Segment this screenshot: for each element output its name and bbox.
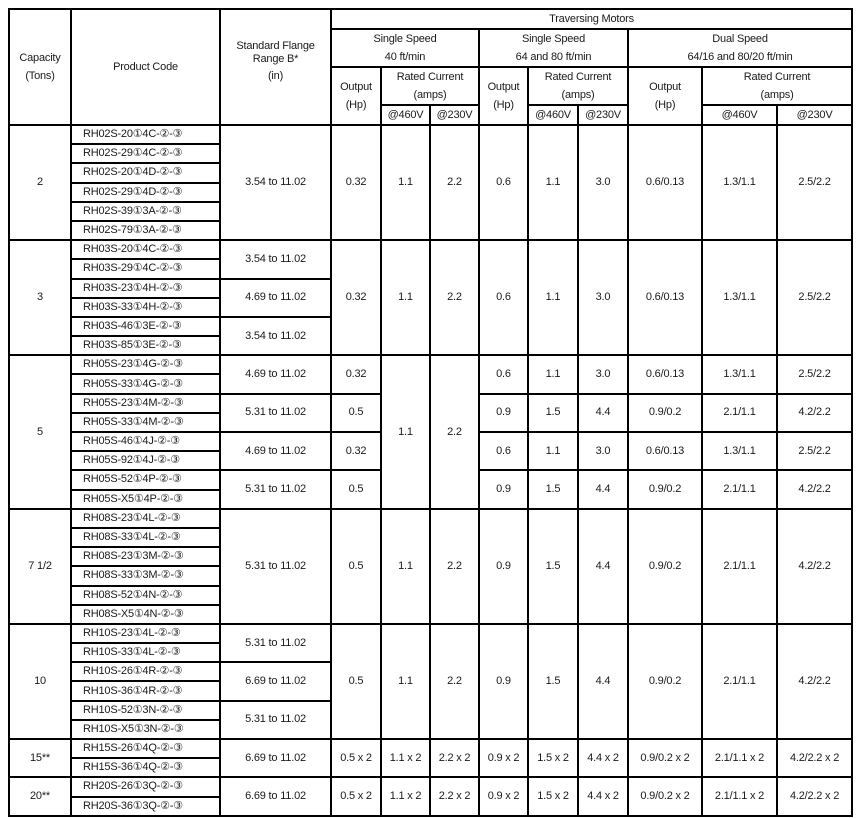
product-code: RH10S-36①4R-②-③ xyxy=(71,681,220,700)
ss64-230v: 4.4 xyxy=(578,509,628,624)
flange-range: 6.69 to 11.02 xyxy=(220,739,331,777)
ss64-output: 0.6 xyxy=(479,355,528,393)
capacity-cell: 15** xyxy=(9,739,71,777)
ss64-230v: 4.4 xyxy=(578,624,628,739)
ss40-230v: 2.2 xyxy=(430,624,479,739)
header-capacity: Capacity (Tons) xyxy=(9,9,71,125)
ss64-output: 0.9 xyxy=(479,624,528,739)
ds-230v: 2.5/2.2 xyxy=(777,125,852,240)
product-code: RH20S-26①3Q-②-③ xyxy=(71,777,220,796)
ss40-output: 0.5 xyxy=(331,624,381,739)
ds-230v: 4.2/2.2 xyxy=(777,394,852,432)
ss40-230v: 2.2 xyxy=(430,509,479,624)
product-code: RH10S-52①3N-②-③ xyxy=(71,701,220,720)
product-code: RH10S-33①4L-②-③ xyxy=(71,643,220,662)
product-code: RH02S-20①4C-②-③ xyxy=(71,125,220,144)
header-230v: @230V xyxy=(578,105,628,125)
ds-output: 0.6/0.13 xyxy=(628,125,702,240)
ss64-230v: 4.4 xyxy=(578,394,628,432)
ss40-output: 0.32 xyxy=(331,432,381,470)
ds-output: 0.9/0.2 xyxy=(628,509,702,624)
ds-460v: 2.1/1.1 xyxy=(702,624,777,739)
product-code: RH03S-85①3E-②-③ xyxy=(71,336,220,355)
product-code: RH08S-23①3M-②-③ xyxy=(71,547,220,566)
flange-range: 4.69 to 11.02 xyxy=(220,432,331,470)
table-row xyxy=(9,509,852,528)
product-code: RH08S-X5①4N-②-③ xyxy=(71,605,220,624)
flange-range: 3.54 to 11.02 xyxy=(220,125,331,240)
header-460v: @460V xyxy=(528,105,578,125)
ss40-230v: 2.2 x 2 xyxy=(430,777,479,815)
ss40-460v: 1.1 xyxy=(381,509,430,624)
ss64-460v: 1.5 xyxy=(528,394,578,432)
ss64-460v: 1.1 xyxy=(528,125,578,240)
ss64-output: 0.9 xyxy=(479,470,528,508)
ds-output: 0.9/0.2 x 2 xyxy=(628,739,702,777)
ss40-output: 0.32 xyxy=(331,125,381,240)
header-flange-range: Standard Flange Range B* (in) xyxy=(220,9,331,125)
capacity-cell: 10 xyxy=(9,624,71,739)
ds-output: 0.9/0.2 xyxy=(628,624,702,739)
ss64-460v: 1.5 xyxy=(528,509,578,624)
ds-230v: 4.2/2.2 x 2 xyxy=(777,739,852,777)
table-row xyxy=(9,739,852,758)
product-code: RH08S-23①4L-②-③ xyxy=(71,509,220,528)
flange-range: 5.31 to 11.02 xyxy=(220,624,331,662)
flange-range: 6.69 to 11.02 xyxy=(220,777,331,815)
ds-230v: 2.5/2.2 xyxy=(777,240,852,355)
ss64-output: 0.9 xyxy=(479,394,528,432)
ds-460v: 2.1/1.1 x 2 xyxy=(702,739,777,777)
product-code: RH03S-23①4H-②-③ xyxy=(71,279,220,298)
flange-range: 3.54 to 11.02 xyxy=(220,317,331,355)
ds-output: 0.6/0.13 xyxy=(628,432,702,470)
ds-460v: 1.3/1.1 xyxy=(702,125,777,240)
ss64-230v: 4.4 x 2 xyxy=(578,739,628,777)
ds-460v: 2.1/1.1 xyxy=(702,470,777,508)
header-product-code: Product Code xyxy=(71,9,220,125)
capacity-cell: 7 1/2 xyxy=(9,509,71,624)
ss64-output: 0.9 xyxy=(479,509,528,624)
ss64-230v: 3.0 xyxy=(578,240,628,355)
table-row xyxy=(9,355,852,374)
ss40-output: 0.5 xyxy=(331,470,381,508)
header-output-ss64: Output (Hp) xyxy=(479,67,528,125)
ss64-230v: 3.0 xyxy=(578,432,628,470)
ss64-460v: 1.1 xyxy=(528,240,578,355)
header-rated-current-ds: Rated Current (amps) xyxy=(702,67,852,105)
header-single-speed-40: Single Speed 40 ft/min xyxy=(331,29,479,67)
product-code: RH05S-33①4M-②-③ xyxy=(71,413,220,432)
ss64-460v: 1.5 xyxy=(528,624,578,739)
ss64-460v: 1.5 x 2 xyxy=(528,739,578,777)
ss64-460v: 1.1 xyxy=(528,355,578,393)
product-code: RH02S-29①4C-②-③ xyxy=(71,144,220,163)
ss40-230v: 2.2 xyxy=(430,125,479,240)
ds-460v: 1.3/1.1 xyxy=(702,355,777,393)
ds-output: 0.6/0.13 xyxy=(628,240,702,355)
flange-range: 6.69 to 11.02 xyxy=(220,662,331,700)
product-code: RH05S-33①4G-②-③ xyxy=(71,374,220,393)
ds-230v: 2.5/2.2 xyxy=(777,355,852,393)
ss64-output: 0.6 xyxy=(479,125,528,240)
ss64-460v: 1.5 xyxy=(528,470,578,508)
product-code: RH03S-33①4H-②-③ xyxy=(71,298,220,317)
capacity-cell: 5 xyxy=(9,355,71,509)
flange-range: 4.69 to 11.02 xyxy=(220,355,331,393)
ds-230v: 4.2/2.2 x 2 xyxy=(777,777,852,815)
ss64-230v: 4.4 x 2 xyxy=(578,777,628,815)
ss40-460v: 1.1 xyxy=(381,355,430,509)
flange-range: 5.31 to 11.02 xyxy=(220,470,331,508)
product-code: RH05S-92①4J-②-③ xyxy=(71,451,220,470)
header-230v: @230V xyxy=(777,105,852,125)
product-code: RH05S-X5①4P-②-③ xyxy=(71,490,220,509)
capacity-cell: 2 xyxy=(9,125,71,240)
product-code: RH08S-33①3M-②-③ xyxy=(71,566,220,585)
product-code: RH10S-23①4L-②-③ xyxy=(71,624,220,643)
flange-range: 5.31 to 11.02 xyxy=(220,509,331,624)
ds-output: 0.6/0.13 xyxy=(628,355,702,393)
ss64-230v: 3.0 xyxy=(578,125,628,240)
ds-460v: 2.1/1.1 x 2 xyxy=(702,777,777,815)
flange-range: 3.54 to 11.02 xyxy=(220,240,331,278)
table-row xyxy=(9,777,852,796)
header-dual-speed: Dual Speed 64/16 and 80/20 ft/min xyxy=(628,29,852,67)
ss40-230v: 2.2 x 2 xyxy=(430,739,479,777)
ds-460v: 2.1/1.1 xyxy=(702,394,777,432)
ds-output: 0.9/0.2 xyxy=(628,470,702,508)
flange-range: 5.31 to 11.02 xyxy=(220,701,331,739)
ss64-output: 0.9 x 2 xyxy=(479,777,528,815)
ss40-230v: 2.2 xyxy=(430,240,479,355)
header-460v: @460V xyxy=(702,105,777,125)
header-single-speed-64-80: Single Speed 64 and 80 ft/min xyxy=(479,29,628,67)
product-code: RH08S-52①4N-②-③ xyxy=(71,586,220,605)
ss64-output: 0.6 xyxy=(479,240,528,355)
ds-230v: 4.2/2.2 xyxy=(777,470,852,508)
ds-460v: 1.3/1.1 xyxy=(702,432,777,470)
ss40-output: 0.5 xyxy=(331,394,381,432)
ds-230v: 4.2/2.2 xyxy=(777,624,852,739)
table-row xyxy=(9,624,852,643)
ss40-output: 0.32 xyxy=(331,355,381,393)
ss64-output: 0.9 x 2 xyxy=(479,739,528,777)
capacity-cell: 20** xyxy=(9,777,71,815)
ss64-460v: 1.5 x 2 xyxy=(528,777,578,815)
header-output-ss40: Output (Hp) xyxy=(331,67,381,125)
header-rated-current-ss64: Rated Current (amps) xyxy=(528,67,628,105)
table-row xyxy=(9,240,852,259)
product-code: RH10S-X5①3N-②-③ xyxy=(71,720,220,739)
product-code: RH02S-29①4D-②-③ xyxy=(71,183,220,202)
motor-spec-table xyxy=(8,8,853,817)
ss64-230v: 3.0 xyxy=(578,355,628,393)
product-code: RH02S-79①3A-②-③ xyxy=(71,221,220,240)
ds-460v: 2.1/1.1 xyxy=(702,509,777,624)
product-code: RH05S-23①4G-②-③ xyxy=(71,355,220,374)
ss40-230v: 2.2 xyxy=(430,355,479,509)
ss40-460v: 1.1 xyxy=(381,624,430,739)
ss64-230v: 4.4 xyxy=(578,470,628,508)
product-code: RH02S-20①4D-②-③ xyxy=(71,163,220,182)
ss40-460v: 1.1 xyxy=(381,240,430,355)
ss40-460v: 1.1 xyxy=(381,125,430,240)
ss40-output: 0.5 xyxy=(331,509,381,624)
header-traversing-motors: Traversing Motors xyxy=(331,9,852,29)
capacity-cell: 3 xyxy=(9,240,71,355)
table-row xyxy=(9,125,852,144)
ds-230v: 2.5/2.2 xyxy=(777,432,852,470)
product-code: RH15S-26①4Q-②-③ xyxy=(71,739,220,758)
flange-range: 5.31 to 11.02 xyxy=(220,394,331,432)
ds-460v: 1.3/1.1 xyxy=(702,240,777,355)
ds-230v: 4.2/2.2 xyxy=(777,509,852,624)
header-output-ds: Output (Hp) xyxy=(628,67,702,125)
ss40-460v: 1.1 x 2 xyxy=(381,739,430,777)
flange-range: 4.69 to 11.02 xyxy=(220,279,331,317)
product-code: RH05S-23①4M-②-③ xyxy=(71,394,220,413)
product-code: RH03S-46①3E-②-③ xyxy=(71,317,220,336)
header-230v: @230V xyxy=(430,105,479,125)
product-code: RH15S-36①4Q-②-③ xyxy=(71,758,220,777)
product-code: RH10S-26①4R-②-③ xyxy=(71,662,220,681)
product-code: RH05S-46①4J-②-③ xyxy=(71,432,220,451)
product-code: RH03S-29①4C-②-③ xyxy=(71,259,220,278)
product-code: RH20S-36①3Q-②-③ xyxy=(71,797,220,816)
ss40-460v: 1.1 x 2 xyxy=(381,777,430,815)
header-460v: @460V xyxy=(381,105,430,125)
product-code: RH05S-52①4P-②-③ xyxy=(71,470,220,489)
product-code: RH02S-39①3A-②-③ xyxy=(71,202,220,221)
product-code: RH08S-33①4L-②-③ xyxy=(71,528,220,547)
ss40-output: 0.32 xyxy=(331,240,381,355)
ss40-output: 0.5 x 2 xyxy=(331,739,381,777)
ds-output: 0.9/0.2 x 2 xyxy=(628,777,702,815)
product-code: RH03S-20①4C-②-③ xyxy=(71,240,220,259)
ss40-output: 0.5 x 2 xyxy=(331,777,381,815)
ss64-output: 0.6 xyxy=(479,432,528,470)
ds-output: 0.9/0.2 xyxy=(628,394,702,432)
ss64-460v: 1.1 xyxy=(528,432,578,470)
header-rated-current-ss40: Rated Current (amps) xyxy=(381,67,479,105)
